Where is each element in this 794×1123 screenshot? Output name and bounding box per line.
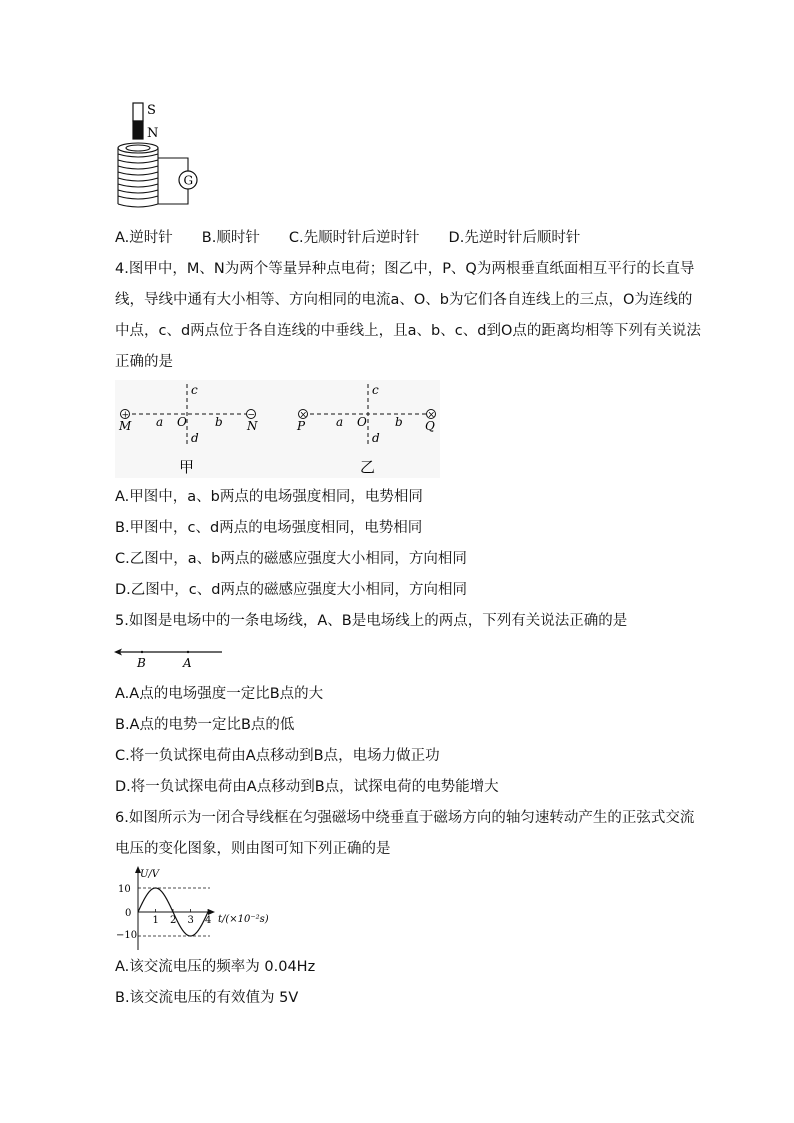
cross-sign: × [299, 410, 308, 421]
magnet-coil-figure [110, 100, 210, 215]
label-a: a [336, 415, 344, 429]
q4-option-d: D.乙图中，c、d两点的磁感应强度大小相同，方向相同 [115, 582, 467, 598]
label-o: O [357, 415, 367, 429]
label-d: d [372, 431, 380, 445]
magnet-s-half [133, 103, 143, 121]
x-tick-label: 2 [170, 915, 177, 926]
x-axis-label: t/(×10⁻²s) [218, 914, 269, 925]
plus-sign: + [121, 410, 130, 421]
coil [118, 143, 158, 207]
q3-options: A.逆时针 B.顺时针 C.先顺时针后逆时针 D.先逆时针后顺时针 [115, 230, 581, 246]
x-tick-label: 3 [187, 915, 194, 926]
y-tick-label: 0 [125, 908, 132, 919]
q5-option-b: B.A点的电势一定比B点的低 [115, 717, 295, 733]
cross-sign: × [427, 410, 436, 421]
q5-option-c: C.将一负试探电荷由A点移动到B点，电场力做正功 [115, 748, 440, 764]
label-a: a [156, 415, 164, 429]
q4-stem-line: 4.图甲中，M、N为两个等量异种点电荷；图乙中，P、Q为两根垂直纸面相互平行的长直导 [115, 261, 695, 277]
voltage-sine-chart [112, 864, 302, 954]
label-p: P [297, 419, 306, 433]
label-d: d [191, 431, 199, 445]
minus-sign: − [247, 410, 256, 421]
q4-stem-line: 正确的是 [115, 354, 173, 370]
y-tick-label: −10 [116, 930, 138, 941]
caption-yi: 乙 [360, 458, 376, 476]
magnet-n-half [133, 121, 143, 139]
y-tick-label: 10 [118, 884, 131, 895]
point-b-label: B [137, 656, 146, 670]
q4-option-a: A.甲图中，a、b两点的电场强度相同，电势相同 [115, 489, 423, 505]
galvanometer-label: G [183, 173, 194, 188]
q4-stem-line: 中点，c、d两点位于各自连线的中垂线上，且a、b、c、d到O点的距离均相等下列有关说法 [115, 323, 701, 339]
label-o: O [177, 415, 187, 429]
label-b: b [215, 415, 223, 429]
label-m: M [119, 419, 132, 433]
y-axis-label: U/V [140, 869, 160, 880]
q4-stem-line: 线，导线中通有大小相等、方向相同的电流a、O、b为它们各自连线上的三点，O为连线的 [115, 292, 693, 308]
q4-figure [115, 380, 440, 478]
label-c: c [191, 383, 198, 397]
pole-s-label: S [147, 103, 156, 118]
field-line-figure [112, 642, 227, 672]
q6-stem-line: 6.如图所示为一闭合导线框在匀强磁场中绕垂直于磁场方向的轴匀速转动产生的正弦式交流 [115, 810, 695, 826]
q4-option-c: C.乙图中，a、b两点的磁感应强度大小相同，方向相同 [115, 551, 467, 567]
point-a-label: A [183, 656, 192, 670]
q4-option-b: B.甲图中，c、d两点的电场强度相同，电势相同 [115, 520, 423, 536]
label-n: N [247, 419, 258, 433]
x-tick-label: 4 [205, 915, 212, 926]
x-tick-label: 1 [152, 915, 159, 926]
pole-n-label: N [147, 126, 159, 141]
label-c: c [372, 383, 379, 397]
q6-option-b: B.该交流电压的有效值为 5V [115, 990, 299, 1006]
q6-option-a: A.该交流电压的频率为 0.04Hz [115, 959, 316, 975]
q5-option-a: A.A点的电场强度一定比B点的大 [115, 686, 324, 702]
caption-jia: 甲 [179, 458, 195, 476]
label-b: b [395, 415, 403, 429]
label-q: Q [425, 419, 435, 433]
q6-stem-line: 电压的变化图象，则由图可知下列正确的是 [115, 841, 391, 857]
q5-option-d: D.将一负试探电荷由A点移动到B点，试探电荷的电势能增大 [115, 779, 499, 795]
q5-stem: 5.如图是电场中的一条电场线，A、B是电场线上的两点，下列有关说法正确的是 [115, 613, 628, 629]
